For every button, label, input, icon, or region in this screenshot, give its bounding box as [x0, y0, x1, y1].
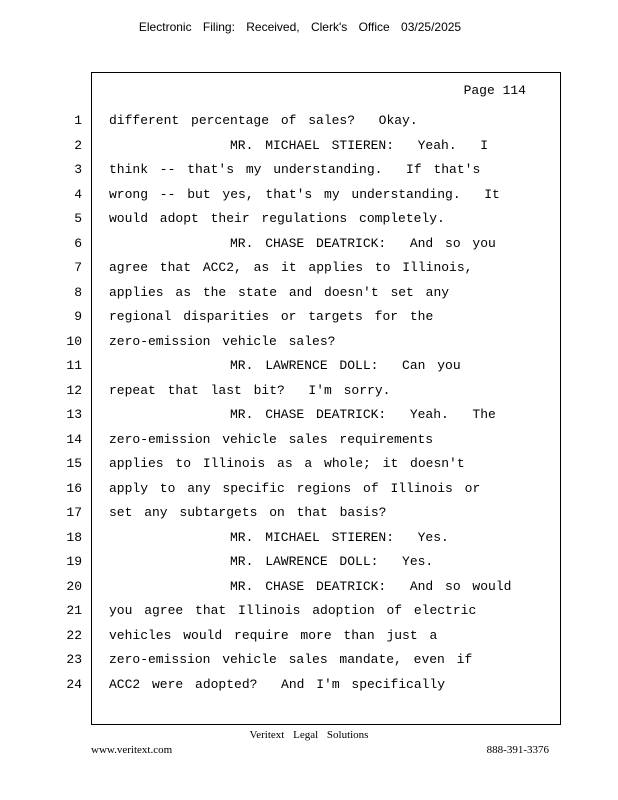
- transcript-line: applies as the state and doesn't set any: [109, 284, 450, 300]
- line-number: 4: [74, 186, 82, 202]
- transcript-line: different percentage of sales? Okay.: [109, 113, 418, 128]
- line-number: 20: [66, 578, 82, 594]
- line-number: 22: [66, 627, 82, 643]
- line-number: 12: [66, 382, 82, 398]
- line-number: 17: [66, 505, 82, 520]
- transcript-line: MR. MICHAEL STIEREN: Yeah. I: [230, 137, 489, 153]
- transcript-line: MR. CHASE DEATRICK: And so would: [230, 578, 512, 594]
- transcript-line: regional disparities or targets for the: [109, 309, 434, 324]
- line-number: 13: [66, 407, 82, 422]
- line-number: 14: [66, 431, 82, 447]
- transcript-line: zero-emission vehicle sales requirements: [109, 431, 434, 447]
- line-number: 1: [74, 113, 82, 128]
- line-number: 18: [66, 529, 82, 545]
- line-number: 7: [74, 260, 82, 275]
- footer-company: Veritext Legal Solutions: [249, 729, 369, 741]
- line-number: 16: [66, 480, 82, 496]
- line-number: 15: [66, 456, 82, 471]
- transcript-line: ACC2 were adopted? And I'm specifically: [109, 676, 446, 692]
- transcript-line: vehicles would require more than just a: [109, 627, 438, 643]
- line-number: 19: [66, 554, 82, 569]
- line-number: 8: [74, 284, 82, 300]
- transcript-line: MR. CHASE DEATRICK: And so you: [230, 235, 496, 251]
- transcript-line: would adopt their regulations completely.: [109, 211, 445, 226]
- line-number: 6: [74, 235, 82, 251]
- line-number: 11: [66, 358, 82, 373]
- page-number: Page 114: [463, 83, 526, 98]
- transcript-line: MR. CHASE DEATRICK: Yeah. The: [230, 407, 496, 422]
- transcript-body: [109, 112, 549, 700]
- transcript-line: agree that ACC2, as it applies to Illinois,: [109, 260, 473, 275]
- transcript-line: think -- that's my understanding. If that's: [109, 162, 481, 177]
- line-number: 21: [66, 603, 82, 618]
- footer-website: www.veritext.com: [91, 744, 173, 756]
- line-number: 10: [66, 333, 82, 349]
- transcript-line: apply to any specific regions of Illinois or: [109, 480, 481, 496]
- line-number: 3: [74, 162, 82, 177]
- transcript-line: zero-emission vehicle sales mandate, even if: [109, 652, 473, 667]
- line-number: 2: [74, 137, 82, 153]
- transcript-line: wrong -- but yes, that's my understanding. It: [109, 186, 500, 202]
- footer-phone: 888-391-3376: [486, 744, 549, 756]
- filing-stamp: Electronic Filing: Received, Clerk's Office 03/25/2025: [138, 20, 462, 34]
- line-number: 5: [74, 211, 82, 226]
- transcript-line: MR. MICHAEL STIEREN: Yes.: [230, 529, 449, 545]
- line-number: 23: [66, 652, 82, 667]
- line-number-column: [60, 112, 82, 700]
- transcript-line: you agree that Illinois adoption of electric: [109, 603, 477, 618]
- transcript-line: MR. LAWRENCE DOLL: Can you: [230, 358, 461, 373]
- transcript-line: zero-emission vehicle sales?: [109, 333, 336, 349]
- transcript-line: repeat that last bit? I'm sorry.: [109, 382, 391, 398]
- line-number: 24: [66, 676, 82, 692]
- transcript-line: applies to Illinois as a whole; it doesn't: [109, 456, 465, 471]
- transcript-line: MR. LAWRENCE DOLL: Yes.: [230, 554, 434, 569]
- line-number: 9: [74, 309, 82, 324]
- transcript-line: set any subtargets on that basis?: [109, 505, 387, 520]
